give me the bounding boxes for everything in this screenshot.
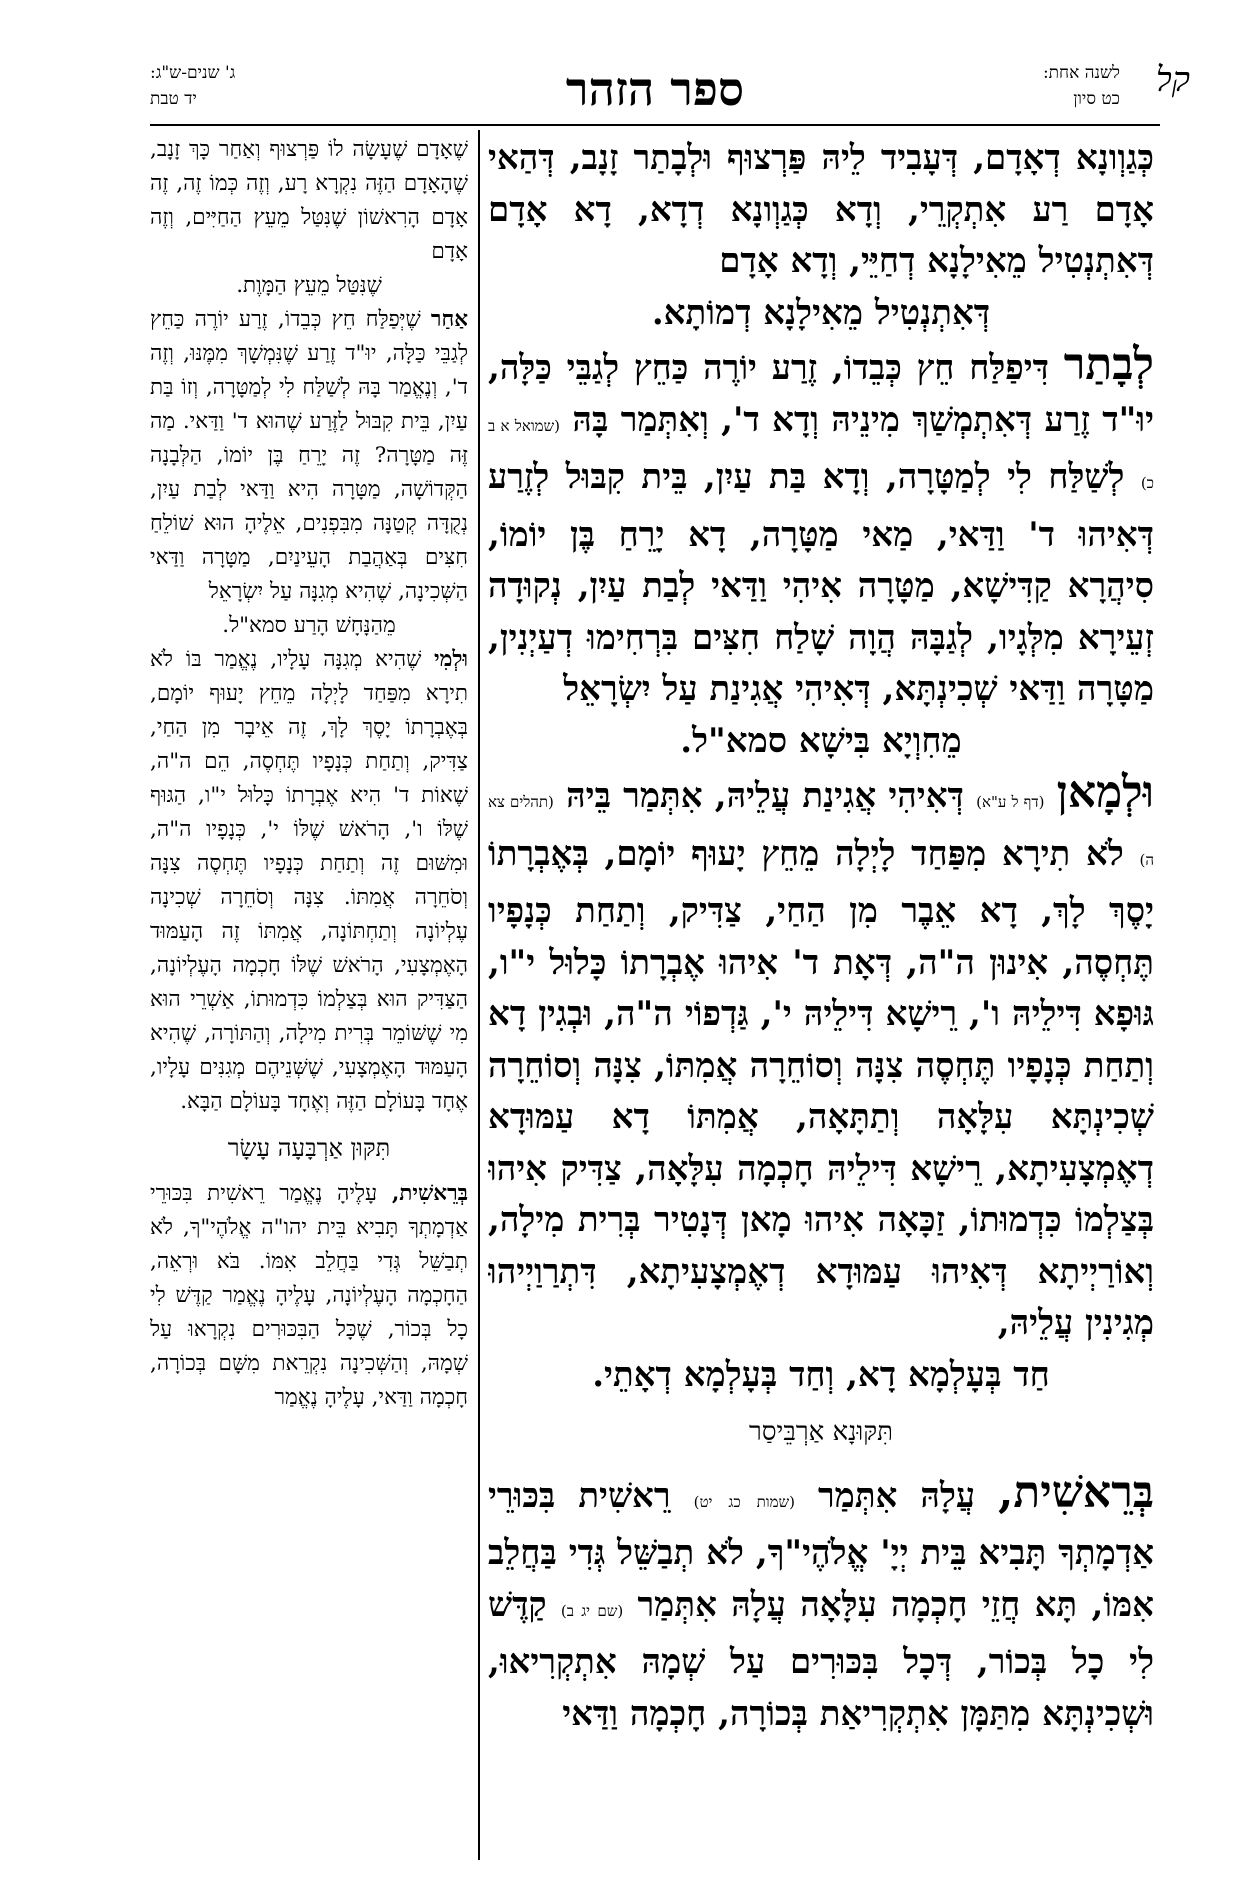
paragraph <box>150 133 468 269</box>
paragraph-text: עֲלָהּ אִתְּמַר <box>794 1475 999 1516</box>
paragraph-text: שֶׁהִיא מְגִנָּה עָלָיו, נֶאֱמַר בּוֹ לֹא תִירָא מִפַּחַד לָיְלָה מֵחֵץ יָעוּף יוֹמָם, בְּאֶבְרָתוֹ יָסֶךְ לָךְ, זֶה אֵיבָר מִן הַחַי, צַדִּיק, וְתַחַת כְּנָפָיו תֶּחְסֶה, הֵם ה"ה, שֶׁאוֹת ד' הִיא אֶבְרָתוֹ כָּלוּל י"ו, הַגּוּף שֶׁלּוֹ ו', הָרֹאשׁ שֶׁלּוֹ י', כְּנָפָיו ה"ה, וּמִשּׁוּם זֶה וְתַחַת כְּנָפָיו תֶּחְסֶה צִנָּה וְסֹחֵרָה אֲמִתּוֹ. צִנָּה וְסֹחֵרָה שְׁכִינָה עֶלְיוֹנָה וְתַחְתּוֹנָה, אֲמִתּוֹ זֶה הָעַמּוּד הָאֶמְצָעִי, הָרֹאשׁ שֶׁלּוֹ חָכְמָה הָעֶלְיוֹנָה, הַצַּדִּיק הוּא בְּצַלְמוֹ כִּדְמוּתוֹ, אַשְׁרֵי הוּא מִי שֶׁשּׁוֹמֵר בְּרִית מִילָה, וְהַתּוֹרָה, שֶׁהִיא הָעַמּוּד הָאֶמְצָעִי, שֶׁשְּׁנֵיהֶם מְגִנִּים עָלָיו, אֶחָד בָּעוֹלָם הַזֶּה וְאֶחָד בָּעוֹלָם הַבָּא. <box>150 647 468 1114</box>
schedule-label: לשנה אחת: <box>1042 63 1120 83</box>
schedule-label: ג' שנים-ש"ג: <box>150 63 236 83</box>
paragraph <box>150 1177 468 1415</box>
page-number: קל <box>1155 60 1190 100</box>
paragraph-ending: דְּאִתְנְטִיל מֵאִילָנָא דְמוֹתָא. <box>651 292 991 333</box>
verse-reference: (שם יג ב) <box>560 1601 624 1620</box>
paragraph-text: שֶׁאָדָם שֶׁעָשָׂה לוֹ פַּרְצוּף וְאַחַר כָּךְ זָנָב, שֶׁהָאָדָם הַזֶּה נִקְרָא רָע, וְזֶה כְּמוֹ זֶה, זֶה אָדָם הָרִאשׁוֹן שֶׁנִּטַּל מֵעֵץ הַחַיִּים, וְזֶה אָדָם <box>150 137 468 264</box>
verse-reference: (תהלים צא ה) <box>488 793 1154 869</box>
paragraph <box>488 1467 1154 1741</box>
paragraph-text: לְשַׁלַּח לִי לְמַטָּרָה, וְדָא בַּת עַיִן, בֵּית קִבּוּל לְזֶרַע דְּאִיהוּ ד' וַדַּאי, מַאי מַטָּרָה, דָא יָרֵחַ בֶּן יוֹמוֹ, סִיהֲרָא קַדִּישָׁא, מַטָּרָה אִיהִי וַדַּאי לְבַת עַיִן, נְקוּדָה זְעֵירָא מִלְּגָיו, לְגַבָּהּ הֲוָה שָׁלַח חִצִּים בִּרְחִימוּ דְעַיְנִין, מַטָּרָה וַדַּאי שְׁכִינְתָּא, דְּאִיהִי אֲגִינַת עַל יִשְׂרָאֵל <box>488 457 1154 709</box>
book-title: ספר הזהר <box>565 62 745 116</box>
opening-word: בְּרֵאשִׁית, <box>998 1466 1154 1518</box>
paragraph-text: דִּיפַלַּח חֵץ כְּבֵדוֹ, זֶרַע יוֹרֶה כַּחֵץ לְגַבֵּי כַּלָּה, יוּ"ד זֶרַע דְּאִתְמְשַׁךְ מִינֵיהּ וְדָא ד', וְאִתְּמַר בָּהּ <box>488 348 1154 440</box>
opening-word: אַחַר <box>430 307 468 332</box>
header-divider <box>150 124 1160 126</box>
paragraph <box>150 303 468 609</box>
paragraph <box>488 339 1154 716</box>
translation-column <box>150 133 468 1873</box>
paragraph-text: דְּאִיהִי אֲגִינַת עֲלֵיהּ, אִתְּמַר בֵּיהּ <box>553 776 977 816</box>
paragraph <box>488 133 1154 288</box>
paragraph-ending: מֵחִוְיָא בִּישָׁא סמא"ל. <box>680 720 962 761</box>
paragraph-text: רֵאשִׁית בִּכּוּרֵי אַדְמָתְךָ תָּבִיא בֵּית יְיָ' אֱלֹהֶי"ךָ, לֹא תְבַשֵּׁל גְּדִי בַּחֲלֵב אִמּוֹ, תָּא חֲזֵי חָכְמָה עִלָּאָה עֲלָהּ אִתְּמַר <box>488 1475 1154 1625</box>
paragraph <box>488 767 1154 1350</box>
schedule-date: יד טבת <box>150 89 197 109</box>
verse-reference: (שמות כג יט) <box>693 1492 795 1511</box>
paragraph-text: שֶׁיְּפַלַּח חֵץ כְּבֵדוֹ, זֶרַע יוֹרֶה כַּחֵץ לְגַבֵּי כַּלָּה, יוּ"ד זֶרַע שֶׁנִּמְשָׁךְ מִמֶּנּוּ, וְזֶה ד', וְנֶאֱמַר בָּהּ לְשַׁלַּח לִי לְמַטָּרָה, וְזוֹ בַּת עַיִן, בֵּית קִבּוּל לַזֶּרַע שֶׁהוּא ד' וַדַּאי. מַה זֶּה מַטָּרָה? זֶה יָרֵחַ בֶּן יוֹמוֹ, הַלְּבָנָה הַקְּדוֹשָׁה, מַטָּרָה הִיא וַדַּאי לְבַת עַיִן, נְקֻדָּה קְטַנָּה מִבִּפְנִים, אֵלֶיהָ הוּא שׁוֹלֵחַ חִצִּים בְּאַהֲבַת הָעֵינַיִם, מַטָּרָה וַדַּאי הַשְּׁכִינָה, שֶׁהִיא מְגִנָּה עַל יִשְׂרָאֵל <box>150 307 468 604</box>
page-header <box>150 58 1190 124</box>
paragraph-ending: שֶׁנִּטַּל מֵעֵץ הַמָּוֶת. <box>236 273 382 298</box>
paragraph-text: קַדֶּשׁ לִי כָל בְּכוֹר, דְּכָל בִּכּוּרִים עַל שְׁמָהּ אִתְקְרִיאוּ, וּשְׁכִינְתָּא מִתַּמָּן אִתְקְרִיאַת בְּכוֹרָה, חָכְמָה וַדַּאי <box>488 1584 1154 1734</box>
section-title: תִּקּוּנָא אַרְבֵּיסַר <box>748 1417 894 1447</box>
opening-word: לְבָתַר <box>1063 339 1154 390</box>
opening-word: בְּרֵאשִׁית, <box>391 1181 468 1206</box>
section-title: תִּקּוּן אַרְבָּעָה עָשָׂר <box>227 1134 391 1162</box>
page-reference: (דף ל ע"א) <box>976 793 1045 811</box>
paragraph <box>150 643 468 1119</box>
column-divider <box>478 130 480 1860</box>
paragraph-ending: מֵהַנָּחָשׁ הָרַע סמא"ל. <box>222 613 396 638</box>
schedule-date: כט סיון <box>1073 89 1120 109</box>
paragraph-text: כְּגַוְונָא דְאָדָם, דְּעָבִיד לֵיהּ פַּרְצוּף וּלְבָתַר זָנָב, דְּהַאי אָדָם רַע אִתְקְרֵי, וְדָא כְּגַוְונָא דְדָא, דָא אָדָם דְּאִתְנְטִיל מֵאִילָנָא דְחַיֵּי, וְדָא אָדָם <box>488 138 1154 281</box>
paragraph-ending: חַד בְּעָלְמָא דָא, וְחַד בְּעָלְמָא דְאָתֵי. <box>592 1354 1050 1395</box>
opening-word: וּלְמָאן <box>1056 767 1154 818</box>
paragraph-text: לֹא תִירָא מִפַּחַד לָיְלָה מֵחֵץ יָעוּף יוֹמָם, בְּאֶבְרָתוֹ יָסֶךְ לָךְ, דָא אֵבֶר מִן הַחַי, צַדִּיק, וְתַחַת כְּנָפָיו תֶּחְסֶה, אִינוּן ה"ה, דְּאָת ד' אִיהוּ אֶבְרָתוֹ כָּלוּל י"ו, גּוּפָא דִּילֵיהּ ו', רֵישָׁא דִּילֵיהּ י', גַּדְפוֹי ה"ה, וּבְגִין דָא וְתַחַת כְּנָפָיו תֶּחְסֶה צִנָּה וְסוֹחֵרָה אֲמִתּוֹ, צִנָּה וְסוֹחֵרָה שְׁכִינְתָּא עִלָּאָה וְתַתָּאָה, אֲמִתּוֹ דָא עַמּוּדָא דְאֶמְצָעִיתָא, רֵישָׁא דִּילֵיהּ חָכְמָה עִלָּאָה, צַדִּיק אִיהוּ בְּצַלְמוֹ כִּדְמוּתוֹ, זַכָּאָה אִיהוּ מָאן דְּנָטִיר בְּרִית מִילָה, וְאוֹרַיְיתָא דְּאִיהוּ עַמּוּדָא דְאֶמְצָעִיתָא, דִּתְרַוַיְיהוּ מְגִינִין עֲלֵיהּ, <box>488 833 1154 1343</box>
verse-reference: (שמואל א ב כ) <box>488 416 1154 492</box>
opening-word: וּלְמִי <box>434 647 468 672</box>
main-text-column <box>488 133 1154 1873</box>
paragraph-text: עָלֶיהָ נֶאֱמַר רֵאשִׁית בִּכּוּרֵי אַדְמָתְךָ תָּבִיא בֵּית יהו"ה אֱלֹהֶי"ךָ, לֹא תְבַשֵּׁל גְּדִי בַּחֲלֵב אִמּוֹ. בֹּא וּרְאֵה, הַחָכְמָה הָעֶלְיוֹנָה, עָלֶיהָ נֶאֱמַר קַדֶּשׁ לִי כָל בְּכוֹר, שֶׁכָּל הַבִּכּוּרִים נִקְרָאוּ עַל שְׁמָהּ, וְהַשְּׁכִינָה נִקְרֵאת מִשָּׁם בְּכוֹרָה, חָכְמָה וַדַּאי, עָלֶיהָ נֶאֱמַר <box>150 1181 468 1410</box>
study-schedule-left <box>150 60 235 112</box>
